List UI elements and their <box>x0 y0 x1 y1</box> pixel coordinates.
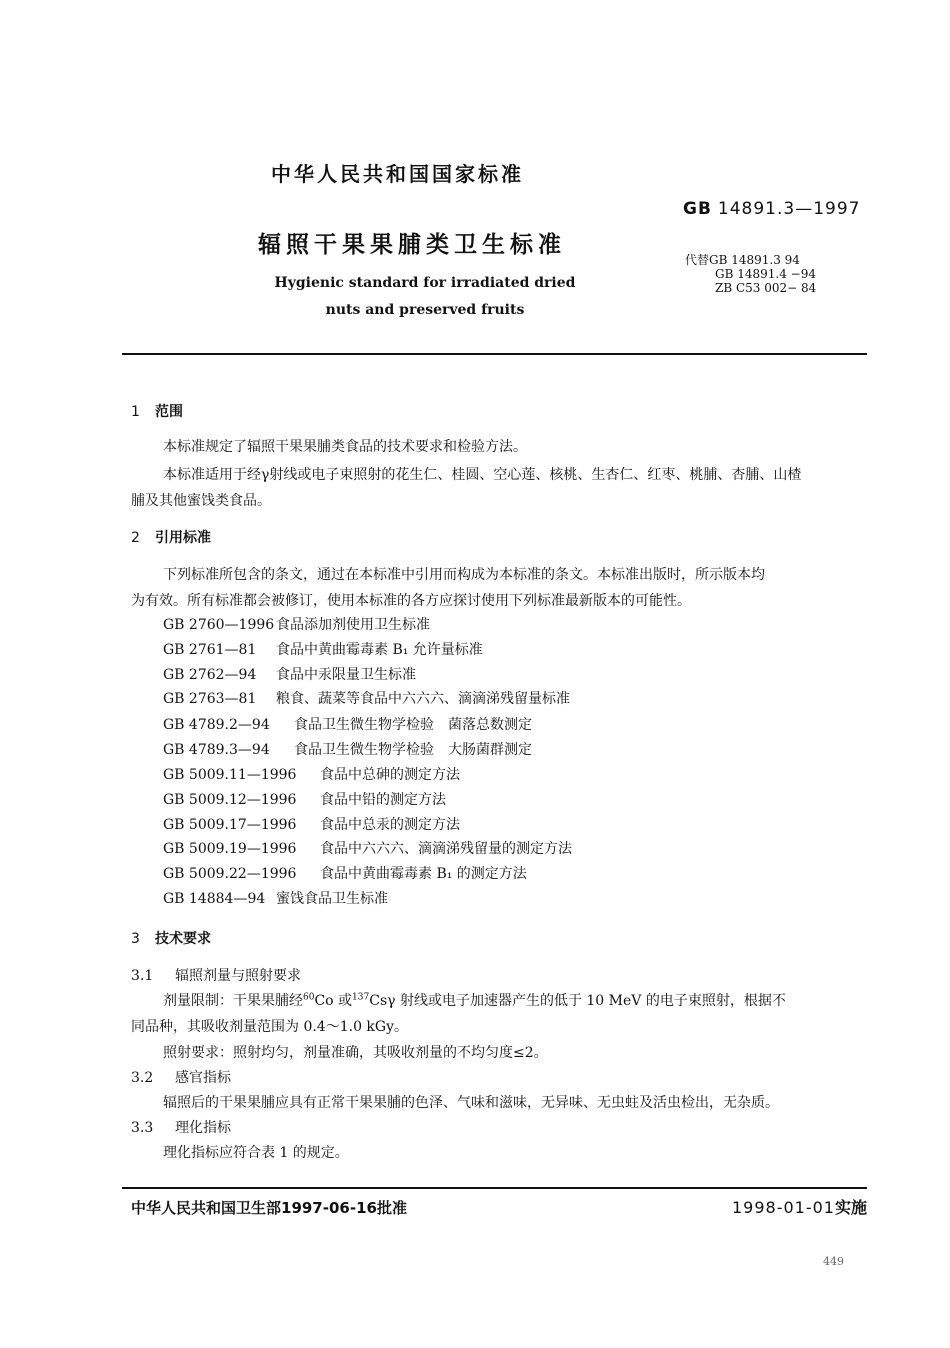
section-3-1-para-1a: 剂量限制：干果果脯经$^{60}$Co 或$^{137}$Csγ 射线或电子加速器产生的低于 10 MeV 的电子束照射，根据不 <box>163 992 786 1009</box>
replace-item: GB 14891.3 94 <box>709 253 800 267</box>
title-en-line2: nuts and preserved fruits <box>325 302 525 318</box>
code-prefix: GB <box>683 199 712 219</box>
section-3-heading: 3 技术要求 <box>131 931 211 947</box>
reference-item: GB 2763—81 粮食、蔬菜等食品中六六六、滴滴涕残留量标准 <box>163 691 570 707</box>
reference-item: GB 5009.19—1996 食品中六六六、滴滴涕残留量的测定方法 <box>163 841 572 857</box>
reference-item: GB 4789.3—94 食品卫生微生物学检验 大肠菌群测定 <box>163 742 532 758</box>
reference-item: GB 4789.2—94 食品卫生微生物学检验 菌落总数测定 <box>163 717 532 733</box>
standard-code <box>683 199 861 219</box>
reference-item: GB 2760—1996 食品添加剂使用卫生标准 <box>163 617 430 633</box>
standard-org-header: 中华人民共和国国家标准 <box>271 162 524 186</box>
document-title-cn: 辐照干果果脯类卫生标准 <box>258 232 566 258</box>
section-2-para-1b: 为有效。所有标准都会被修订，使用本标准的各方应探讨使用下列标准最新版本的可能性。 <box>131 593 691 609</box>
reference-item: GB 5009.22—1996 食品中黄曲霉毒素 B₁ 的测定方法 <box>163 866 527 882</box>
footer-divider <box>122 1187 867 1189</box>
reference-item: GB 5009.17—1996 食品中总汞的测定方法 <box>163 817 460 833</box>
section-3-1-para-1b: 同品种，其吸收剂量范围为 0.4～1.0 kGy。 <box>131 1019 409 1035</box>
implementation-line: 1998-01-01实施 <box>732 1198 867 1217</box>
section-3-1-para-2: 照射要求：照射均匀，剂量准确，其吸收剂量的不均匀度≤2。 <box>163 1045 548 1061</box>
section-1-para-2a: 本标准适用于经γ射线或电子束照射的花生仁、桂圆、空心莲、核桃、生杏仁、红枣、桃脯、杏脯、山楂 <box>163 467 802 483</box>
replaces-block <box>685 253 816 295</box>
section-1-heading: 1 范围 <box>131 404 183 420</box>
page-number: 449 <box>823 1255 844 1268</box>
section-1-para-2b: 脯及其他蜜饯类食品。 <box>131 493 271 509</box>
document-title-en <box>270 270 580 324</box>
section-1-para-1: 本标准规定了辐照干果果脯类食品的技术要求和检验方法。 <box>163 439 527 455</box>
replace-item: ZB C53 002− 84 <box>715 281 817 295</box>
section-3-3-para: 理化指标应符合表 1 的规定。 <box>163 1145 349 1161</box>
replace-label: 代替 <box>685 253 710 267</box>
reference-item: GB 2761—81 食品中黄曲霉毒素 B₁ 允许量标准 <box>163 642 483 658</box>
reference-item: GB 5009.11—1996 食品中总砷的测定方法 <box>163 767 460 783</box>
reference-item: GB 5009.12—1996 食品中铅的测定方法 <box>163 792 446 808</box>
replace-item: GB 14891.4 −94 <box>715 267 816 281</box>
section-3-2-para: 辐照后的干果果脯应具有正常干果果脯的色泽、气味和滋味，无异味、无虫蛀及活虫检出，无杂质。 <box>163 1095 779 1111</box>
header-divider <box>122 353 867 355</box>
reference-item: GB 14884—94 蜜饯食品卫生标准 <box>163 891 388 907</box>
approval-line: 中华人民共和国卫生部1997-06-16批准 <box>131 1199 407 1217</box>
title-en-line1: Hygienic standard for irradiated dried <box>274 275 576 291</box>
reference-item: GB 2762—94 食品中汞限量卫生标准 <box>163 667 416 683</box>
section-3-3-heading: 3.3 理化指标 <box>131 1120 231 1136</box>
section-2-para-1a: 下列标准所包含的条文，通过在本标准中引用而构成为本标准的条文。本标准出版时，所示版本均 <box>163 567 765 583</box>
section-3-2-heading: 3.2 感官指标 <box>131 1070 231 1086</box>
section-2-heading: 2 引用标准 <box>131 530 211 546</box>
code-number: 14891.3—1997 <box>717 199 861 219</box>
section-3-1-heading: 3.1 辐照剂量与照射要求 <box>131 968 301 984</box>
